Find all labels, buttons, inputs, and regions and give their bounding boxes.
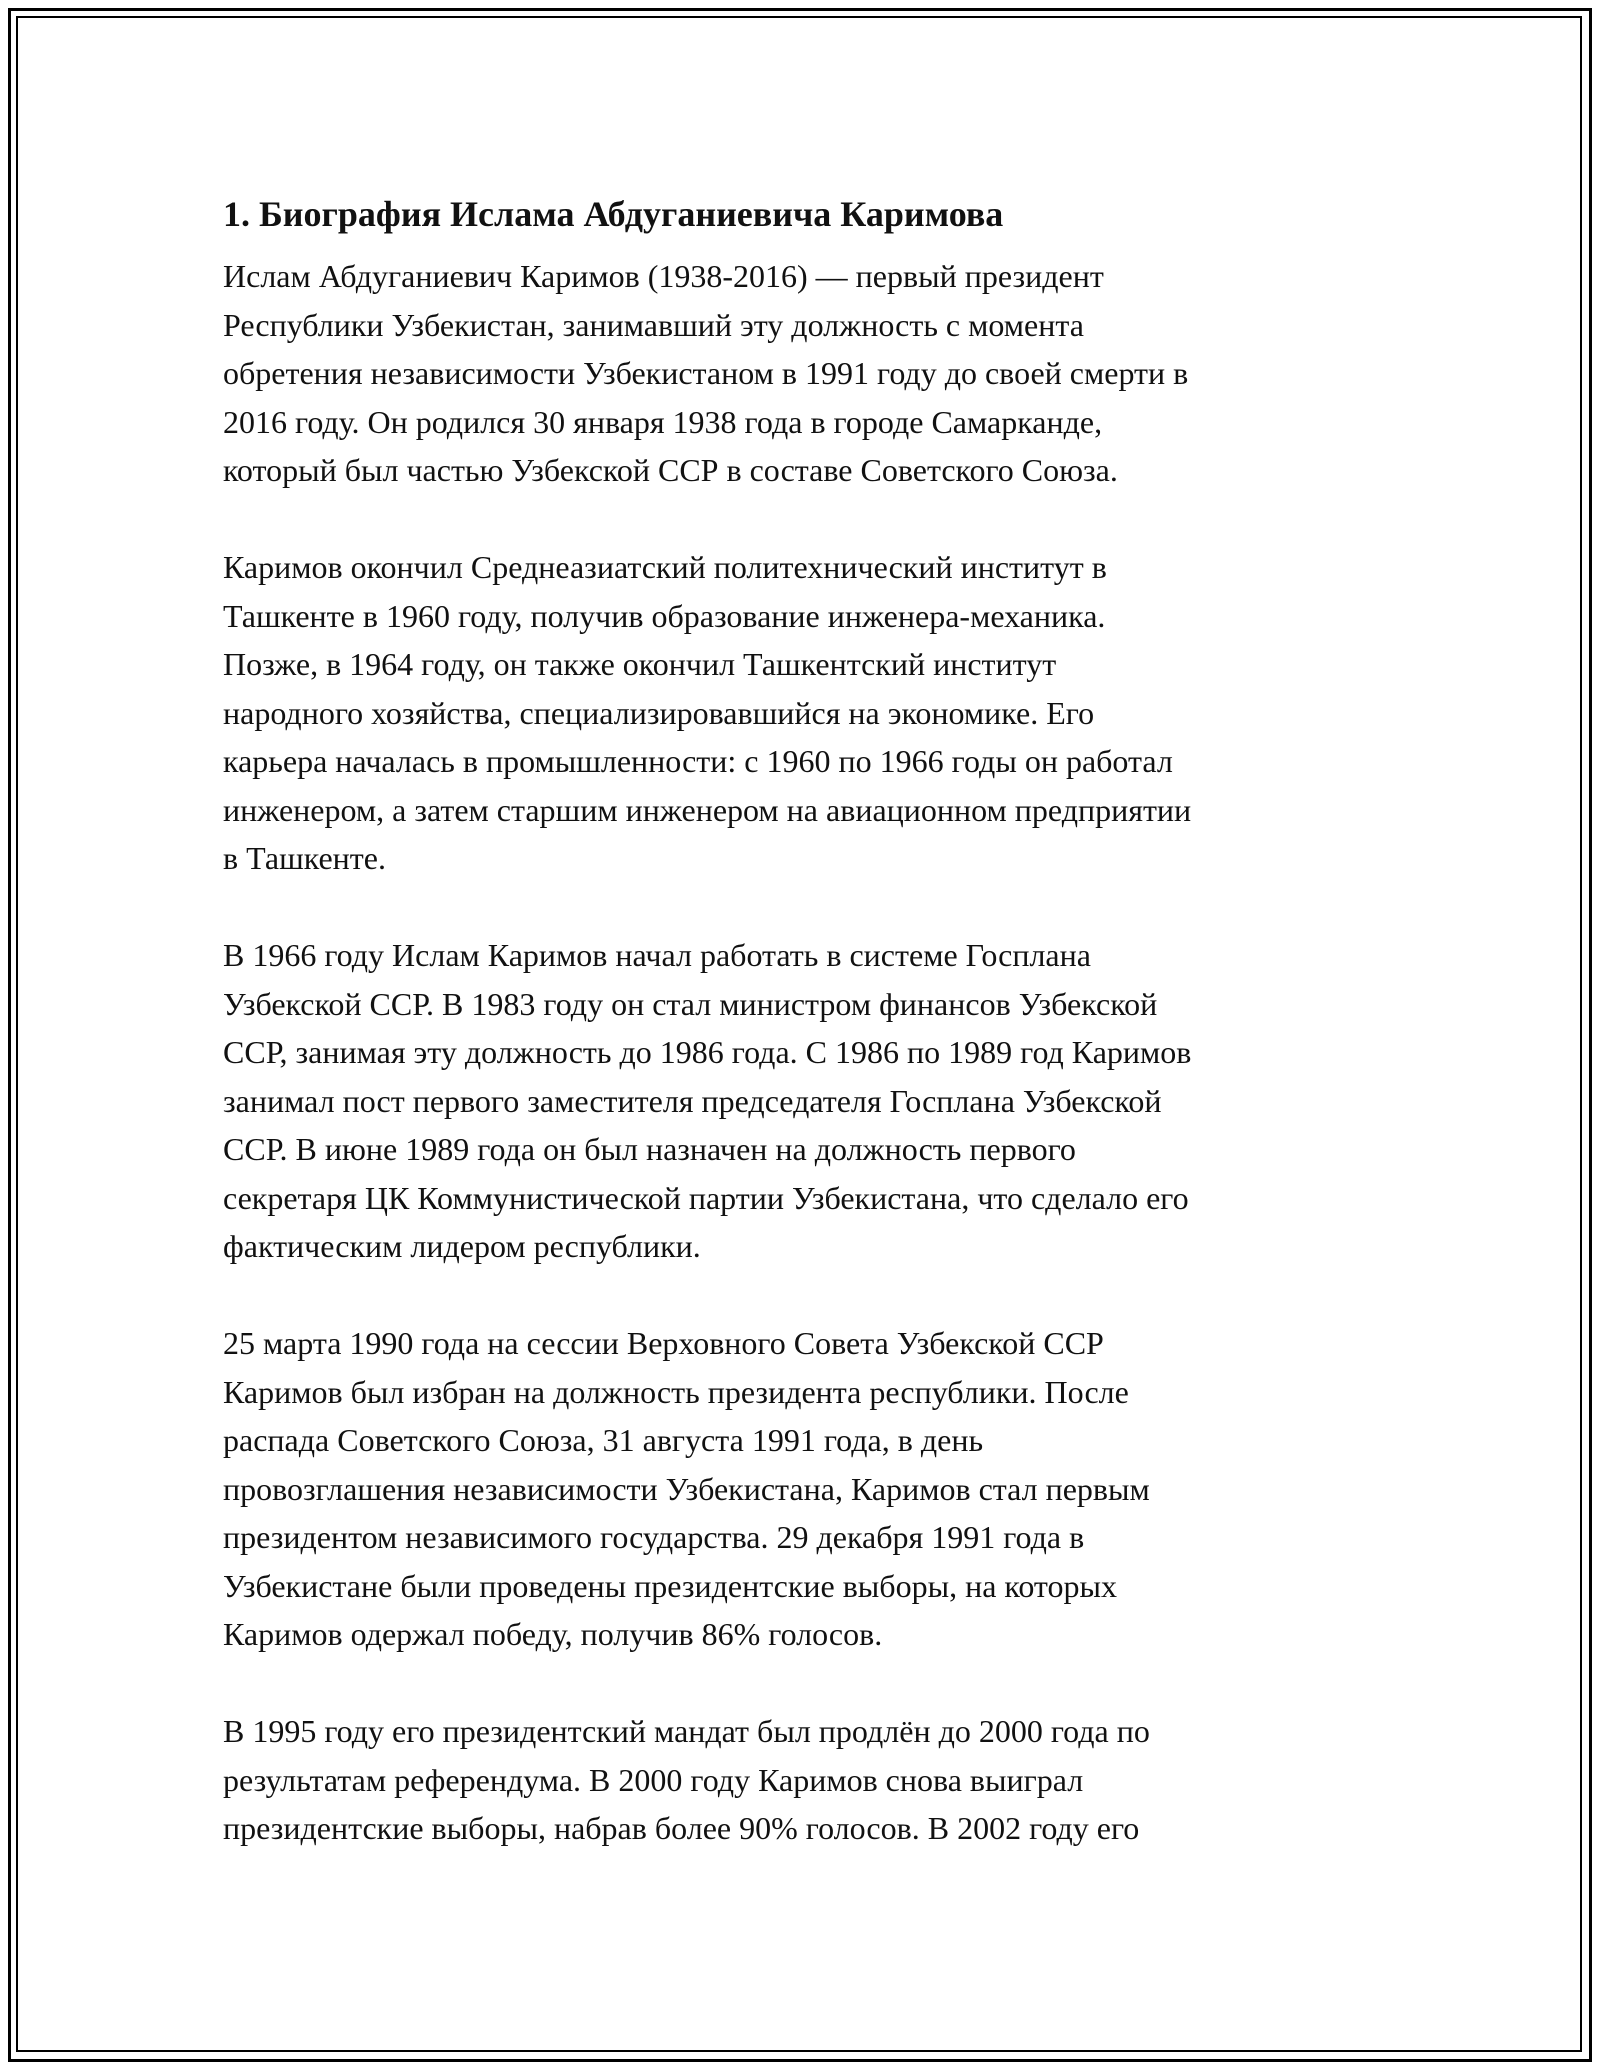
paragraph-1: [223, 252, 1363, 495]
text-line: провозглашения независимости Узбекистана, Каримов стал первым: [223, 1470, 1150, 1507]
text-line: Узбекистане были проведены президентские выборы, на которых: [223, 1567, 1117, 1604]
text-line: Республики Узбекистан, занимавший эту должность с момента: [223, 306, 1084, 343]
text-line: В 1995 году его президентский мандат был продлён до 2000 года по: [223, 1713, 1150, 1749]
text-line: Каримов одержал победу, получив 86% голосов.: [223, 1616, 883, 1652]
text-line: Каримов окончил Среднеазиатский политехнический институт в: [223, 549, 1107, 585]
text-line: 25 марта 1990 года на сессии Верховного Совета Узбекской ССР: [223, 1325, 1104, 1361]
text-line: президентские выборы, набрав более 90% голосов. В 2002 году его: [223, 1810, 1140, 1846]
text-line: который был частью Узбекской ССР в составе Советского Союза.: [223, 452, 1118, 488]
text-line: Позже, в 1964 году, он также окончил Ташкентский институт: [223, 646, 1057, 682]
text-line: Каримов был избран на должность президента республики. После: [223, 1373, 1129, 1410]
text-line: ССР. В июне 1989 года он был назначен на должность первого: [223, 1131, 1076, 1167]
text-line: в Ташкенте.: [223, 840, 386, 876]
text-line: Ислам Абдуганиевич Каримов (1938-2016) — первый президент: [223, 258, 1104, 294]
text-line: народного хозяйства, специализировавшийся на экономике. Его: [223, 694, 1095, 731]
text-line: 2016 году. Он родился 30 января 1938 года в городе Самарканде,: [223, 403, 1103, 440]
text-line: результатам референдума. В 2000 году Каримов снова выиграл: [223, 1761, 1084, 1798]
text-line: обретения независимости Узбекистаном в 1991 году до своей смерти в: [223, 355, 1189, 391]
text-line: фактическим лидером республики.: [223, 1228, 701, 1264]
document-heading: 1. Биография Ислама Абдуганиевича Каримова: [223, 194, 1004, 234]
text-line: распада Советского Союза, 31 августа 1991 года, в день: [223, 1422, 984, 1458]
text-line: занимал пост первого заместителя председателя Госплана Узбекской: [223, 1082, 1162, 1119]
document-content: [223, 190, 1363, 1901]
paragraph-4: [223, 1319, 1363, 1659]
paragraph-3: [223, 931, 1363, 1271]
text-line: ССР, занимая эту должность до 1986 года. С 1986 по 1989 год Каримов: [223, 1034, 1192, 1070]
paragraph-5: [223, 1707, 1363, 1853]
text-line: Узбекской ССР. В 1983 году он стал министром финансов Узбекской: [223, 985, 1158, 1022]
text-line: президентом независимого государства. 29 декабря 1991 года в: [223, 1519, 1085, 1555]
text-line: Ташкенте в 1960 году, получив образование инженера-механика.: [223, 597, 1106, 634]
text-line: секретаря ЦК Коммунистической партии Узбекистана, что сделало его: [223, 1179, 1189, 1216]
text-line: инженером, а затем старшим инженером на авиационном предприятии: [223, 791, 1192, 828]
paragraph-2: [223, 543, 1363, 883]
text-line: В 1966 году Ислам Каримов начал работать в системе Госплана: [223, 937, 1091, 973]
text-line: карьера началась в промышленности: с 1960 по 1966 годы он работал: [223, 743, 1173, 779]
